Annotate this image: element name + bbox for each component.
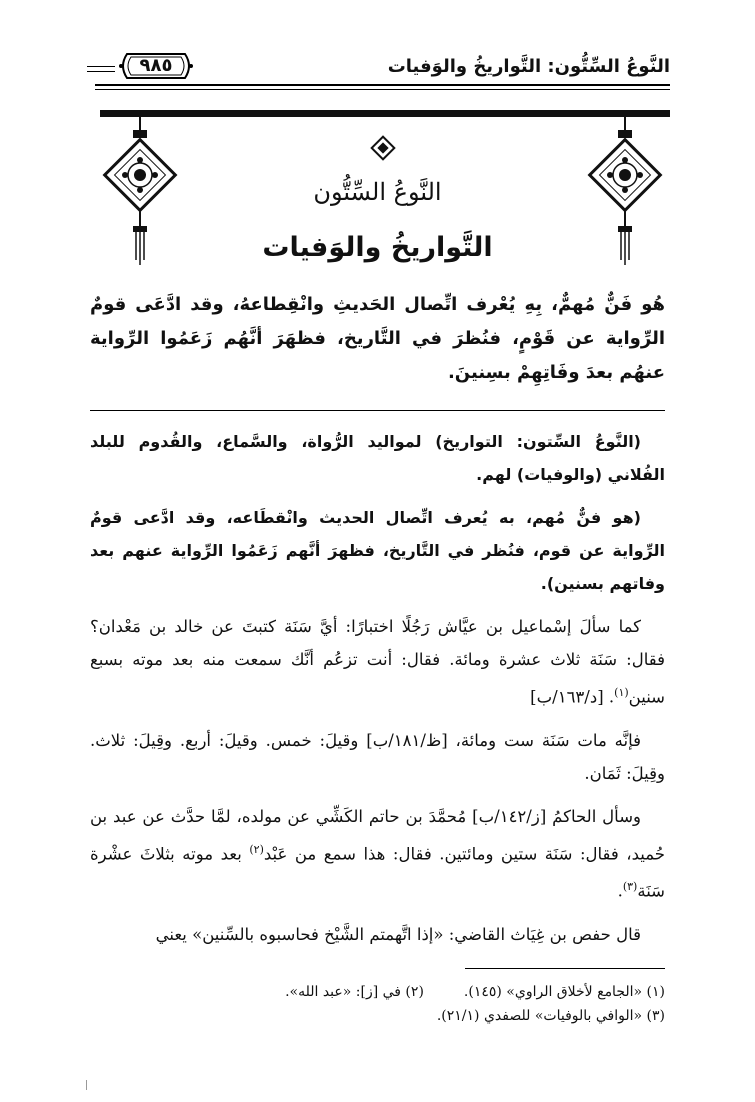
margin-mark [86, 1080, 87, 1090]
paragraph-2: (هو فنٌّ مُهم، به يُعرف اتِّصال الحديث وانْقطَاعه، وقد ادَّعى قومٌ الرِّواية عن قوم، فنُظر في التَّاريخ، فظهرَ أنَّهم زَعَمُوا الرِّواية عنهم بعد وفاتهم بسنين). [90, 508, 665, 593]
running-header [95, 50, 670, 96]
footnote-divider [465, 968, 665, 969]
center-diamond-icon [372, 137, 395, 160]
header-left-lines [87, 66, 115, 76]
paragraph-5-tail2: . [617, 881, 623, 901]
footnotes [90, 980, 665, 1028]
paragraph-1: (النَّوعُ السِّتون: التواريخ) لمواليد الرُّواة، والسَّماع، والقُدوم للبلد الفُلاني (والوفيات) لهم. [90, 432, 665, 484]
intro-text: هُو فَنٌّ مُهمٌّ، بِهِ يُعْرف اتِّصال الحَديثِ وانْقِطاعهُ، وقد ادَّعَى قومٌ الرِّواية عن قَوْمٍ، فنُظرَ في التَّاريخ، فظهَرَ أنَّهُم زَعَمُوا الرِّواية عنهُم بعدَ وفَاتِهِمْ بسِنينَ. [90, 294, 665, 383]
paragraph-3-text: كما سألَ إسْماعيل بن عيَّاش رَجُلًا اختبارًا: أيَّ سَنَة كتبتَ عن خالد بن مَعْدان؟ فقال: سَنَة ثلاث عشرة ومائة. فقال: أنت تزعُم أنَّك سمعت منه بعد موته بسبع سنين [90, 617, 665, 707]
header-rule-thin [95, 89, 670, 90]
chapter-label: النَّوعُ السِّتُّون [313, 178, 442, 206]
paragraph-3 [90, 610, 665, 714]
paragraph-3-tail: . [د/١٦٣/ب] [530, 687, 615, 707]
intro-divider [90, 410, 665, 411]
paragraph-5 [90, 800, 665, 908]
page-number: ٩٨٥ [139, 55, 173, 76]
page-number-badge [117, 52, 195, 80]
footnote-3: (٣) «الوافي بالوفيات» للصفدي (٢١/١). [436, 1008, 665, 1024]
paragraph-4: فإنَّه مات سَنَة ست ومائة، [ظ/١٨١/ب] وقيلَ: خمس. وقيلَ: أربع. وقِيلَ: ثلاث. وقِيلَ: ثَمَان. [90, 730, 665, 783]
footnote-row [90, 980, 665, 1004]
footnote-ref-1: (١) [614, 686, 629, 699]
chapter-title: التَّواريخُ والوَفيات [262, 232, 493, 263]
paragraph-5-tail: بعد موته بثلاثَ عشْرة سَنَة [90, 844, 665, 901]
paragraph-5-text: وسأل الحاكمُ [ز/١٤٢/ب] مُحمَّدَ بن حاتم الكَشِّي عن مولده، لمَّا حدَّث عن عبد بن حُميد، فقال: سَنَة ستين ومائتين. فقال: هذا سمع من عَبْد [90, 806, 665, 863]
footnote-2: (٢) في [ز]: «عبد الله». [285, 984, 424, 1000]
footnote-1: (١) «الجامع لأخلاق الراوي» (١٤٥). [463, 984, 665, 1000]
footnote-ref-2: (٢) [249, 842, 264, 856]
commentary-body [90, 425, 665, 961]
paragraph-6: قال حفص بن غِيَاث القاضي: «إذا اتَّهمتم الشَّيْخ فحاسبوه بالسِّنين» يعني [155, 924, 641, 944]
footnote-ref-3: (٣) [622, 880, 638, 893]
running-title: النَّوعُ السِّتُّون: التَّواريخُ والوَفيات [387, 56, 670, 77]
header-rule [95, 84, 670, 86]
